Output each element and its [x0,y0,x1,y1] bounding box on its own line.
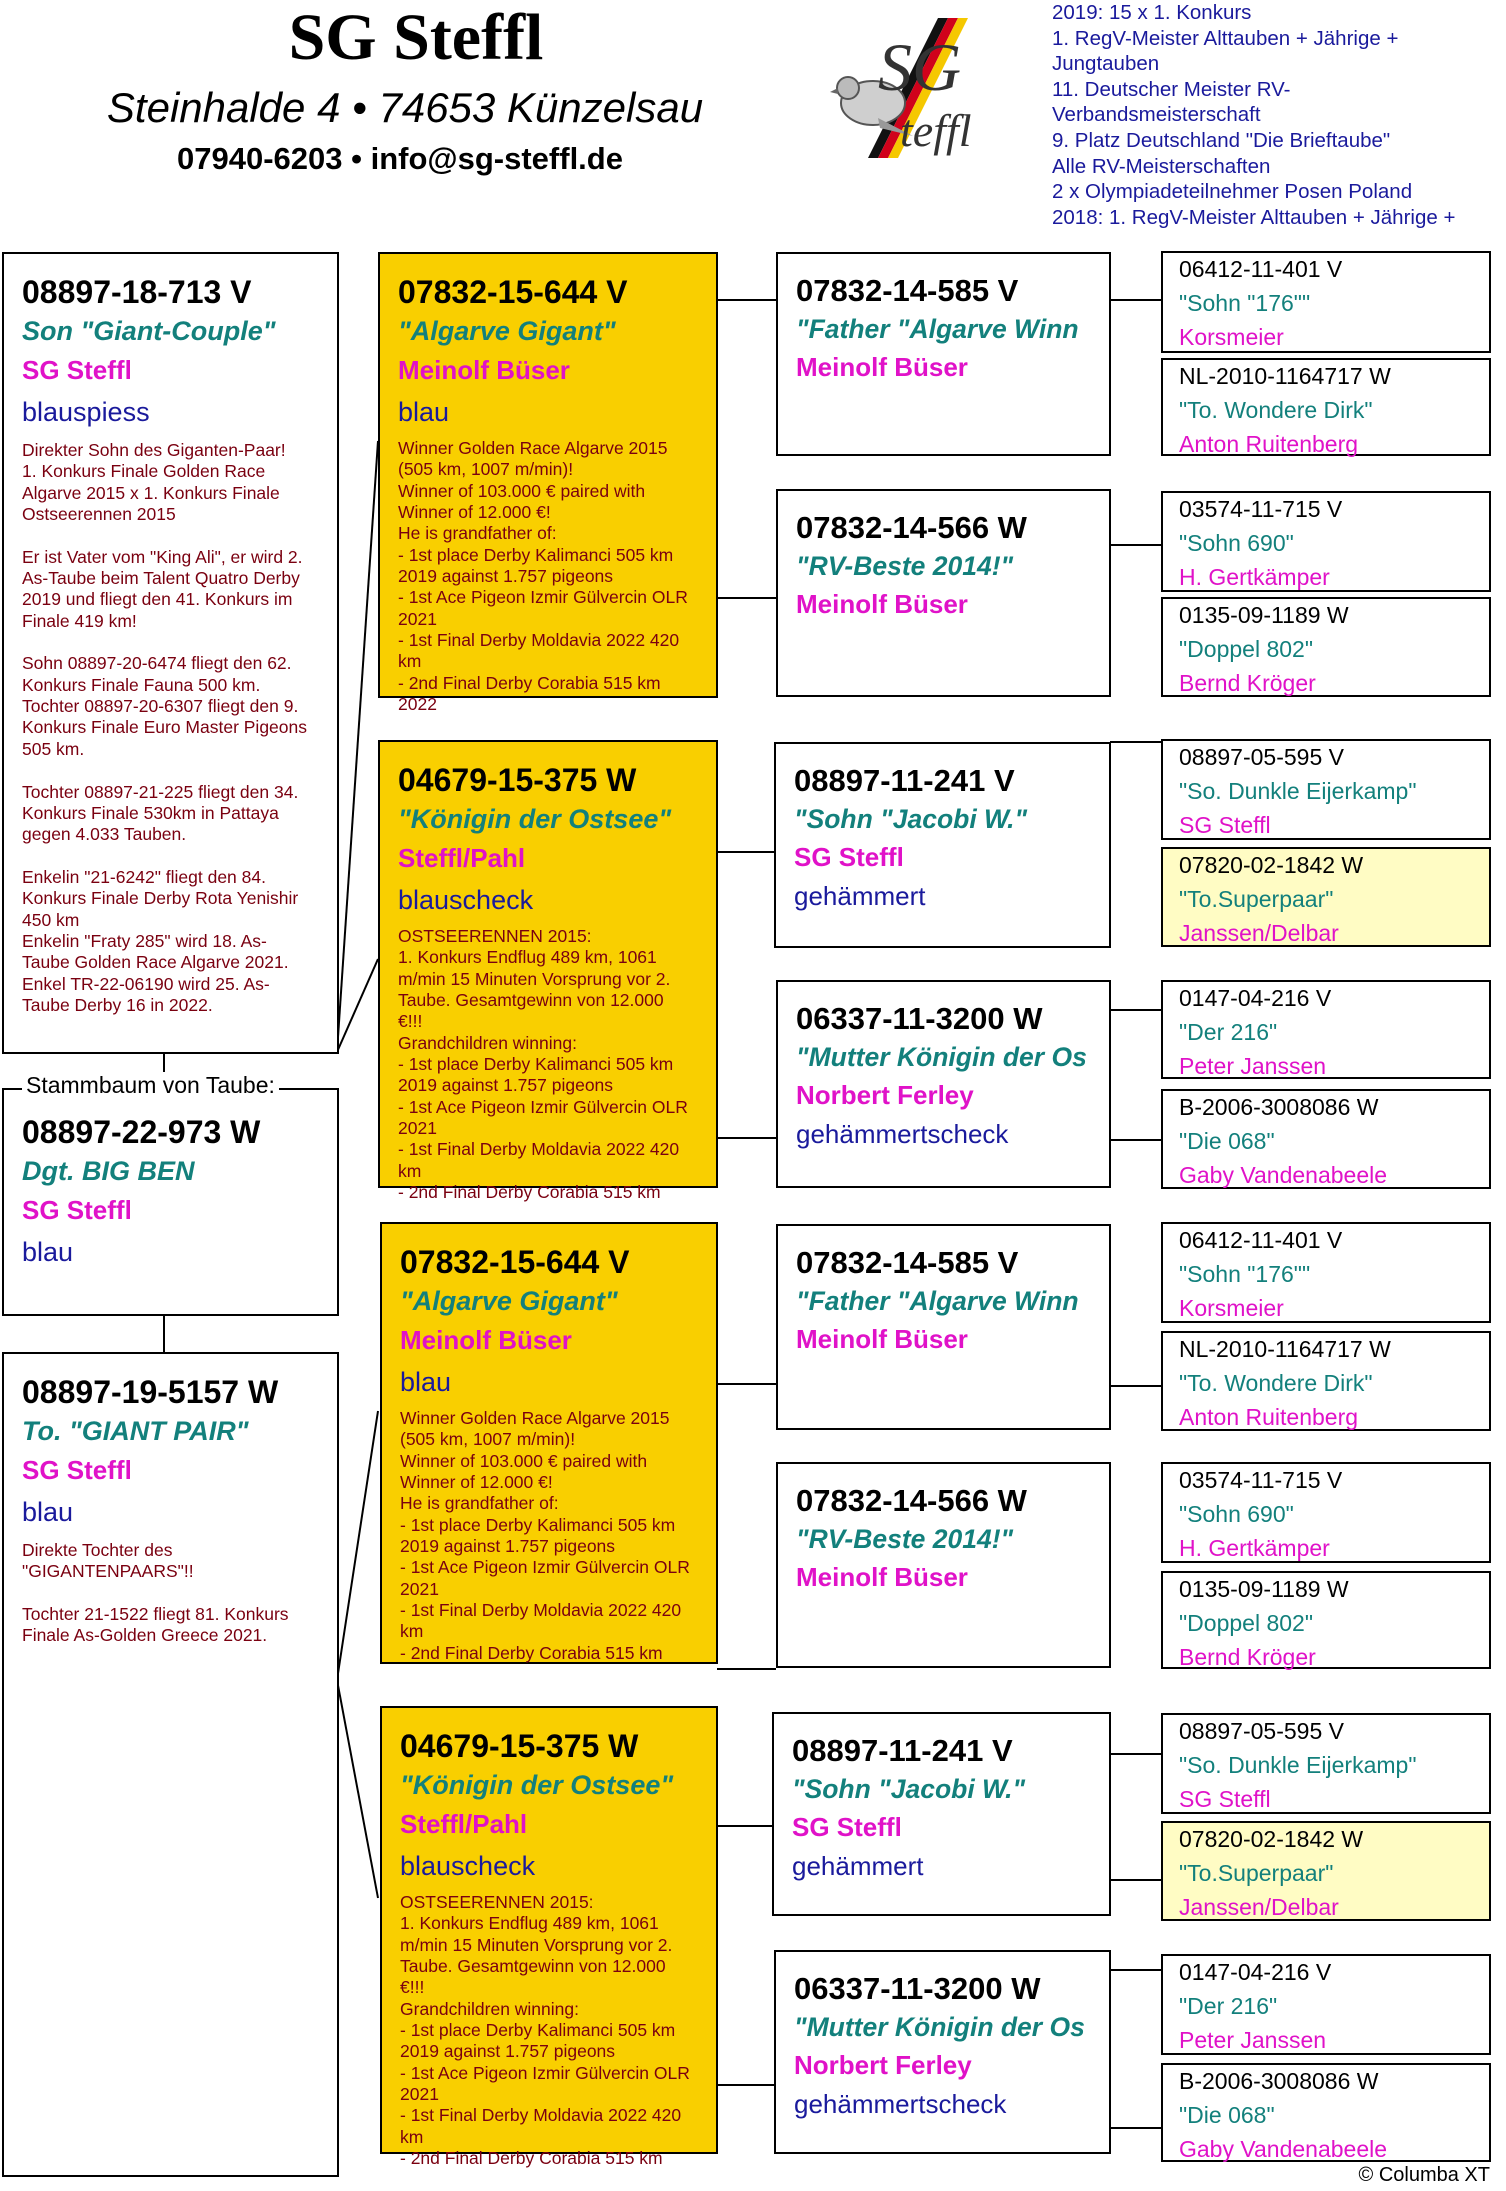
ggp-ring: 07832-14-566 W [796,510,1027,545]
ggp-color: gehämmert [794,881,926,911]
achievement-line: 9. Platz Deutschland "Die Brieftaube" [1052,128,1391,152]
gen4-name: "Sohn 690" [1179,1501,1294,1527]
ggp-name: "Mutter Königin der Os [794,2012,1085,2042]
sire-name: Son "Giant-Couple" [22,316,276,346]
great-grandparent-card[interactable] [776,1462,1111,1668]
grandparent-card[interactable] [380,1222,718,1664]
gen4-ring: 08897-05-595 V [1179,744,1344,770]
grandparent-breeder: Meinolf Büser [400,1325,572,1355]
gen4-breeder: Peter Janssen [1179,2027,1327,2053]
achievement-line: Alle RV-Meisterschaften [1052,154,1271,178]
achievement-line: Jungtauben [1052,52,1160,76]
dam-notes: Direkte Tochter des "GIGANTENPAARS"!! Tochter 21-1522 fliegt 81. Konkurs Finale As-Golden Greece 2021. [22,1540,289,1646]
gen4-ring: B-2006-3008086 W [1179,1094,1379,1120]
ggp-ring: 07832-14-585 V [796,273,1019,308]
gen4-card[interactable] [1161,1954,1491,2055]
grandparent-notes: Winner Golden Race Algarve 2015 (505 km, 1007 m/min)! Winner of 103.000 € paired with Winner of 12.000 €! He is grandfather of: - 1st place Derby Kalimanci 505 km 2019 against 1.757 pigeons - 1st Ace Pigeon Izmir Gülvercin OLR 2021 - 1st Final Derby Moldavia 2022 420 km - 2nd Final Derby Corabia 515 km [400,1408,690,1663]
grandparent-name: "Algarve Gigant" [398,316,616,346]
grandparent-card[interactable] [378,740,718,1203]
gen4-breeder: Janssen/Delbar [1179,920,1339,946]
gen4-name: "Der 216" [1179,1993,1278,2019]
grandparent-name: "Algarve Gigant" [400,1286,618,1316]
breeder-contact: 07940-6203 • info@sg-steffl.de [177,141,623,176]
grandparent-notes: OSTSEERENNEN 2015: 1. Konkurs Endflug 489 km, 1061 m/min 15 Minuten Vorsprung vor 2. Taube. Gesamtgewinn von 12.000 €!!! Grandchildren winning: - 1st place Derby Kalimanci 505 km 2019 against 1.757 pigeons - 1st Ace Pigeon Izmir Gülvercin OLR 2021 - 1st Final Derby Moldavia 2022 420 km - 2nd Final Derby Corabia 515 km [400,1892,690,2169]
gen4-card[interactable] [1161,1462,1491,1563]
ggp-name: "Father "Algarve Winn [796,1286,1079,1316]
gen4-name: "Die 068" [1179,1128,1275,1154]
gen4-card[interactable] [1161,251,1491,353]
gen4-breeder: Anton Ruitenberg [1179,431,1359,457]
gen4-breeder: Gaby Vandenabeele [1179,1162,1388,1188]
gen4-name: "Doppel 802" [1179,636,1313,662]
gen4-name: "To. Wondere Dirk" [1179,397,1373,423]
subject-breeder: SG Steffl [22,1195,132,1225]
gen4-name: "To.Superpaar" [1179,1860,1334,1886]
gen4-card[interactable] [1161,597,1491,697]
ggp-ring: 06337-11-3200 W [794,1971,1041,2006]
grandparent-color: blau [400,1367,452,1397]
gen4-ring: 0135-09-1189 W [1179,602,1349,628]
gen4-breeder: Bernd Kröger [1179,670,1316,696]
dam-name: To. "GIANT PAIR" [22,1416,249,1446]
gen4-breeder: Korsmeier [1179,1295,1284,1321]
gen4-breeder: SG Steffl [1179,812,1271,838]
grandparent-notes: OSTSEERENNEN 2015: 1. Konkurs Endflug 489 km, 1061 m/min 15 Minuten Vorsprung vor 2. Taube. Gesamtgewinn von 12.000 €!!! Grandchildren winning: - 1st place Derby Kalimanci 505 km 2019 against 1.757 pigeons - 1st Ace Pigeon Izmir Gülvercin OLR 2021 - 1st Final Derby Moldavia 2022 420 km - 2nd Final Derby Corabia 515 km [398,926,688,1203]
gen4-breeder: Peter Janssen [1179,1053,1327,1079]
subject-card[interactable] [2,1088,339,1316]
great-grandparent-card[interactable] [774,742,1111,948]
gen4-name: "To. Wondere Dirk" [1179,1370,1373,1396]
sire-color: blauspiess [22,397,150,427]
gen4-name: "Sohn "176"" [1179,1261,1311,1287]
grandparent-color: blau [398,397,450,427]
gen4-breeder: Janssen/Delbar [1179,1894,1339,1920]
ggp-ring: 06337-11-3200 W [796,1001,1043,1036]
ggp-name: "Sohn "Jacobi W." [792,1774,1026,1804]
sire-notes: Direkter Sohn des Giganten-Paar! 1. Konkurs Finale Golden Race Algarve 2015 x 1. Konkurs Finale Ostseerennen 2015 Er ist Vater vom "King Ali", er wird 2. As-Taube beim Talent Quatro Derby 2019 und fliegt den 41. Konkurs im Finale 419 km! Sohn 08897-20-6474 fliegt den 62. Konkurs Finale Fauna 500 km. Tochter 08897-20-6307 fliegt den 9. Konkurs Finale Euro Master Pigeons 505 km. Tochter 08897-21-225 fliegt den 34. Konkurs Finale 530km in Pattaya gegen 4.033 Tauben. Enkelin "21-6242" fliegt den 84. Konkurs Finale Derby Rota Yenishir 450 km Enkelin "Fraty 285" wird 18. As- Taube Golden Race Algarve 2021. Enkel TR-22-06190 wird 25. As- Taube Derby 16 in 2022. [22,440,307,1015]
great-grandparent-card[interactable] [776,1224,1111,1430]
achievement-line: 2 x Olympiadeteilnehmer Posen Poland [1052,180,1413,204]
gen4-name: "Sohn 690" [1179,530,1294,556]
gen4-breeder: H. Gertkämper [1179,564,1330,590]
gen4-card[interactable] [1161,1331,1491,1431]
grandparent-ring: 07832-15-644 V [400,1244,630,1280]
gen4-card[interactable] [1161,1571,1491,1669]
achievement-line: 1. RegV-Meister Alttauben + Jährige + [1052,26,1399,50]
grandparent-color: blauscheck [400,1851,536,1881]
ggp-breeder: Norbert Ferley [796,1080,974,1110]
ggp-breeder: Meinolf Büser [796,589,968,619]
grandparent-color: blauscheck [398,885,534,915]
ggp-breeder: SG Steffl [794,842,904,872]
grandparent-ring: 07832-15-644 V [398,274,628,310]
logo-text-sg: SG [878,29,962,105]
subject-ring: 08897-22-973 W [22,1114,261,1150]
ggp-breeder: SG Steffl [792,1812,902,1842]
dam-ring: 08897-19-5157 W [22,1374,279,1410]
logo-text-steffl: teffl [900,105,972,156]
footer-credit: © Columba XT [1358,2164,1490,2186]
ggp-color: gehämmertscheck [794,2089,1007,2119]
gen4-breeder: SG Steffl [1179,1786,1271,1812]
gen4-breeder: Anton Ruitenberg [1179,1404,1359,1430]
gen4-card[interactable] [1161,1821,1491,1921]
gen4-card[interactable] [1161,847,1491,947]
gen4-ring: NL-2010-1164717 W [1179,1336,1391,1362]
ggp-ring: 08897-11-241 V [792,1733,1013,1768]
gen4-ring: NL-2010-1164717 W [1179,363,1391,389]
page-title: SG Steffl [288,1,544,74]
gen4-card[interactable] [1161,1089,1491,1189]
gen4-name: "So. Dunkle Eijerkamp" [1179,778,1417,804]
grandparent-breeder: Steffl/Pahl [398,843,526,873]
great-grandparent-card[interactable] [776,489,1111,697]
ggp-breeder: Meinolf Büser [796,1562,968,1592]
grandparent-name: "Königin der Ostsee" [400,1770,674,1800]
ggp-name: "Mutter Königin der Os [796,1042,1087,1072]
gen4-card[interactable] [1161,980,1491,1079]
achievement-line: 2019: 15 x 1. Konkurs [1052,1,1252,24]
ggp-name: "Sohn "Jacobi W." [794,804,1028,834]
dam-breeder: SG Steffl [22,1455,132,1485]
grandparent-card[interactable] [380,1706,718,2169]
ggp-color: gehämmert [792,1851,924,1881]
ggp-ring: 07832-14-585 V [796,1245,1019,1280]
gen4-breeder: H. Gertkämper [1179,1535,1330,1561]
great-grandparent-card[interactable] [776,252,1111,456]
ggp-breeder: Meinolf Büser [796,352,968,382]
gen4-name: "Sohn "176"" [1179,290,1311,316]
grandparent-notes: Winner Golden Race Algarve 2015 (505 km, 1007 m/min)! Winner of 103.000 € paired with Winner of 12.000 €! He is grandfather of: - 1st place Derby Kalimanci 505 km 2019 against 1.757 pigeons - 1st Ace Pigeon Izmir Gülvercin OLR 2021 - 1st Final Derby Moldavia 2022 420 km - 2nd Final Derby Corabia 515 km 2022 [398,438,688,715]
great-grandparent-card[interactable] [776,980,1111,1188]
ggp-breeder: Norbert Ferley [794,2050,972,2080]
gen4-card[interactable] [1161,2063,1491,2162]
gen4-name: "Der 216" [1179,1019,1278,1045]
great-grandparent-card[interactable] [774,1950,1111,2154]
gen4-breeder: Korsmeier [1179,324,1284,350]
gen4-breeder: Bernd Kröger [1179,1644,1316,1670]
achievement-line: 2018: 1. RegV-Meister Alttauben + Jährige + [1052,205,1456,229]
gen4-ring: B-2006-3008086 W [1179,2068,1379,2094]
subject-name: Dgt. BIG BEN [22,1156,195,1186]
gen4-ring: 07820-02-1842 W [1179,852,1364,878]
ggp-ring: 08897-11-241 V [794,763,1015,798]
grandparent-ring: 04679-15-375 W [400,1728,639,1764]
sire-breeder: SG Steffl [22,355,132,385]
achievement-line: 11. Deutscher Meister RV- [1052,77,1291,101]
gen4-name: "To.Superpaar" [1179,886,1334,912]
gen4-ring: 0147-04-216 V [1179,985,1332,1011]
dam-card[interactable] [2,1352,339,2177]
gen4-ring: 03574-11-715 V [1179,1467,1343,1493]
gen4-breeder: Gaby Vandenabeele [1179,2136,1388,2162]
sire-card[interactable] [2,252,339,1054]
ggp-breeder: Meinolf Büser [796,1324,968,1354]
gen4-ring: 0147-04-216 V [1179,1959,1332,1985]
ggp-name: "Father "Algarve Winn [796,314,1079,344]
gen4-card[interactable] [1161,1713,1491,1814]
grandparent-ring: 04679-15-375 W [398,762,637,798]
grandparent-breeder: Meinolf Büser [398,355,570,385]
gen4-ring: 08897-05-595 V [1179,1718,1344,1744]
gen4-ring: 0135-09-1189 W [1179,1576,1349,1602]
great-grandparent-card[interactable] [772,1712,1111,1916]
grandparent-breeder: Steffl/Pahl [400,1809,528,1839]
achievement-line: Verbandsmeisterschaft [1052,103,1261,127]
gen4-name: "So. Dunkle Eijerkamp" [1179,1752,1417,1778]
gen4-ring: 06412-11-401 V [1179,1227,1343,1253]
gen4-ring: 06412-11-401 V [1179,256,1343,282]
ggp-name: "RV-Beste 2014!" [796,1524,1014,1554]
pedigree-label: Stammbaum von Taube: [22,1072,279,1099]
gen4-ring: 07820-02-1842 W [1179,1826,1364,1852]
gen4-name: "Die 068" [1179,2102,1275,2128]
subject-color: blau [22,1237,74,1267]
gen4-card[interactable] [1161,358,1491,456]
gen4-card[interactable] [1161,1222,1491,1323]
breeder-address: Steinhalde 4 • 74653 Künzelsau [106,84,704,131]
ggp-ring: 07832-14-566 W [796,1483,1027,1518]
gen4-card[interactable] [1161,739,1491,840]
sire-ring: 08897-18-713 V [22,274,252,310]
dam-color: blau [22,1497,74,1527]
grandparent-card[interactable] [378,252,718,715]
ggp-color: gehämmertscheck [796,1119,1009,1149]
gen4-ring: 03574-11-715 V [1179,496,1343,522]
ggp-name: "RV-Beste 2014!" [796,551,1014,581]
grandparent-name: "Königin der Ostsee" [398,804,672,834]
gen4-card[interactable] [1161,491,1491,592]
gen4-name: "Doppel 802" [1179,1610,1313,1636]
